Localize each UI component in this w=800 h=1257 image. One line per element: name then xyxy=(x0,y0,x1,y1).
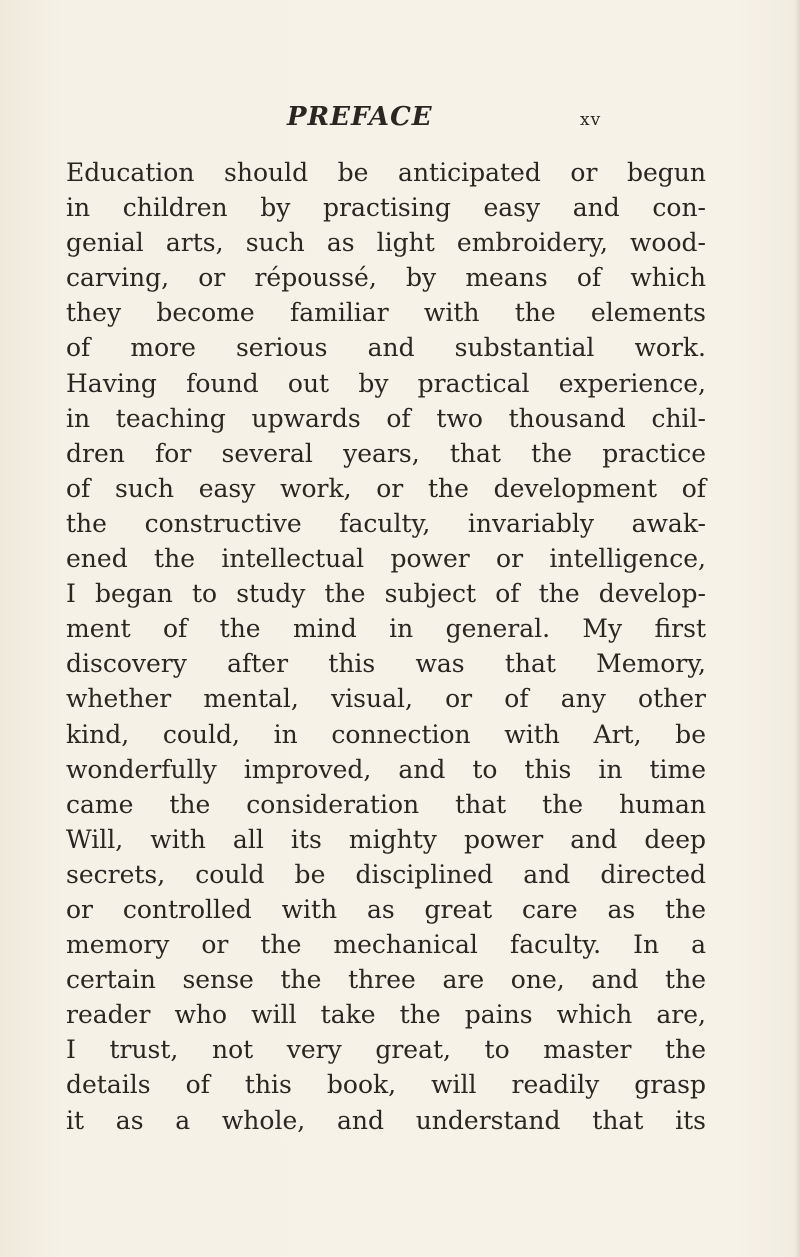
text-line: I began to study the subject of the develop- xyxy=(66,579,706,609)
text-line: the constructive faculty, invariably awak- xyxy=(66,508,706,538)
text-line: in teaching upwards of two thousand chil- xyxy=(66,403,706,433)
text-line: they become familiar with the elements xyxy=(66,298,706,328)
text-line: of such easy work, or the development of xyxy=(66,473,706,503)
text-line: ment of the mind in general. My first xyxy=(66,614,706,644)
text-line: Education should be anticipated or begun xyxy=(66,158,706,187)
text-line: of more serious and substantial work. xyxy=(66,333,706,363)
page-header xyxy=(0,102,800,142)
text-line: carving, or répoussé, by means of which xyxy=(66,263,706,293)
text-line: Will, with all its mighty power and deep xyxy=(66,824,706,854)
text-line: it as a whole, and understand that its xyxy=(66,1105,706,1135)
page-number: xv xyxy=(580,110,602,130)
body-text xyxy=(66,155,706,1138)
text-line: dren for several years, that the practice xyxy=(66,438,706,468)
text-line: secrets, could be disciplined and directed xyxy=(66,859,706,889)
text-line: I trust, not very great, to master the xyxy=(66,1035,706,1065)
text-line: came the consideration that the human xyxy=(66,789,706,819)
text-line: ened the intellectual power or intelligence, xyxy=(66,544,706,574)
text-line: wonderfully improved, and to this in time xyxy=(66,754,706,784)
text-line: reader who will take the pains which are, xyxy=(66,1000,706,1030)
text-line: discovery after this was that Memory, xyxy=(66,649,706,679)
text-line: kind, could, in connection with Art, be xyxy=(66,719,706,749)
running-title: PREFACE xyxy=(287,102,433,132)
text-line: whether mental, visual, or of any other xyxy=(66,684,706,714)
text-line: certain sense the three are one, and the xyxy=(66,965,706,995)
text-line: genial arts, such as light embroidery, wood- xyxy=(66,228,706,258)
text-line: memory or the mechanical faculty. In a xyxy=(66,930,706,960)
text-line: Having found out by practical experience, xyxy=(66,368,706,398)
page-edge-shadow xyxy=(794,0,800,1257)
text-line: or controlled with as great care as the xyxy=(66,894,706,924)
text-line: details of this book, will readily grasp xyxy=(66,1070,706,1100)
text-line: in children by practising easy and con- xyxy=(66,193,706,223)
